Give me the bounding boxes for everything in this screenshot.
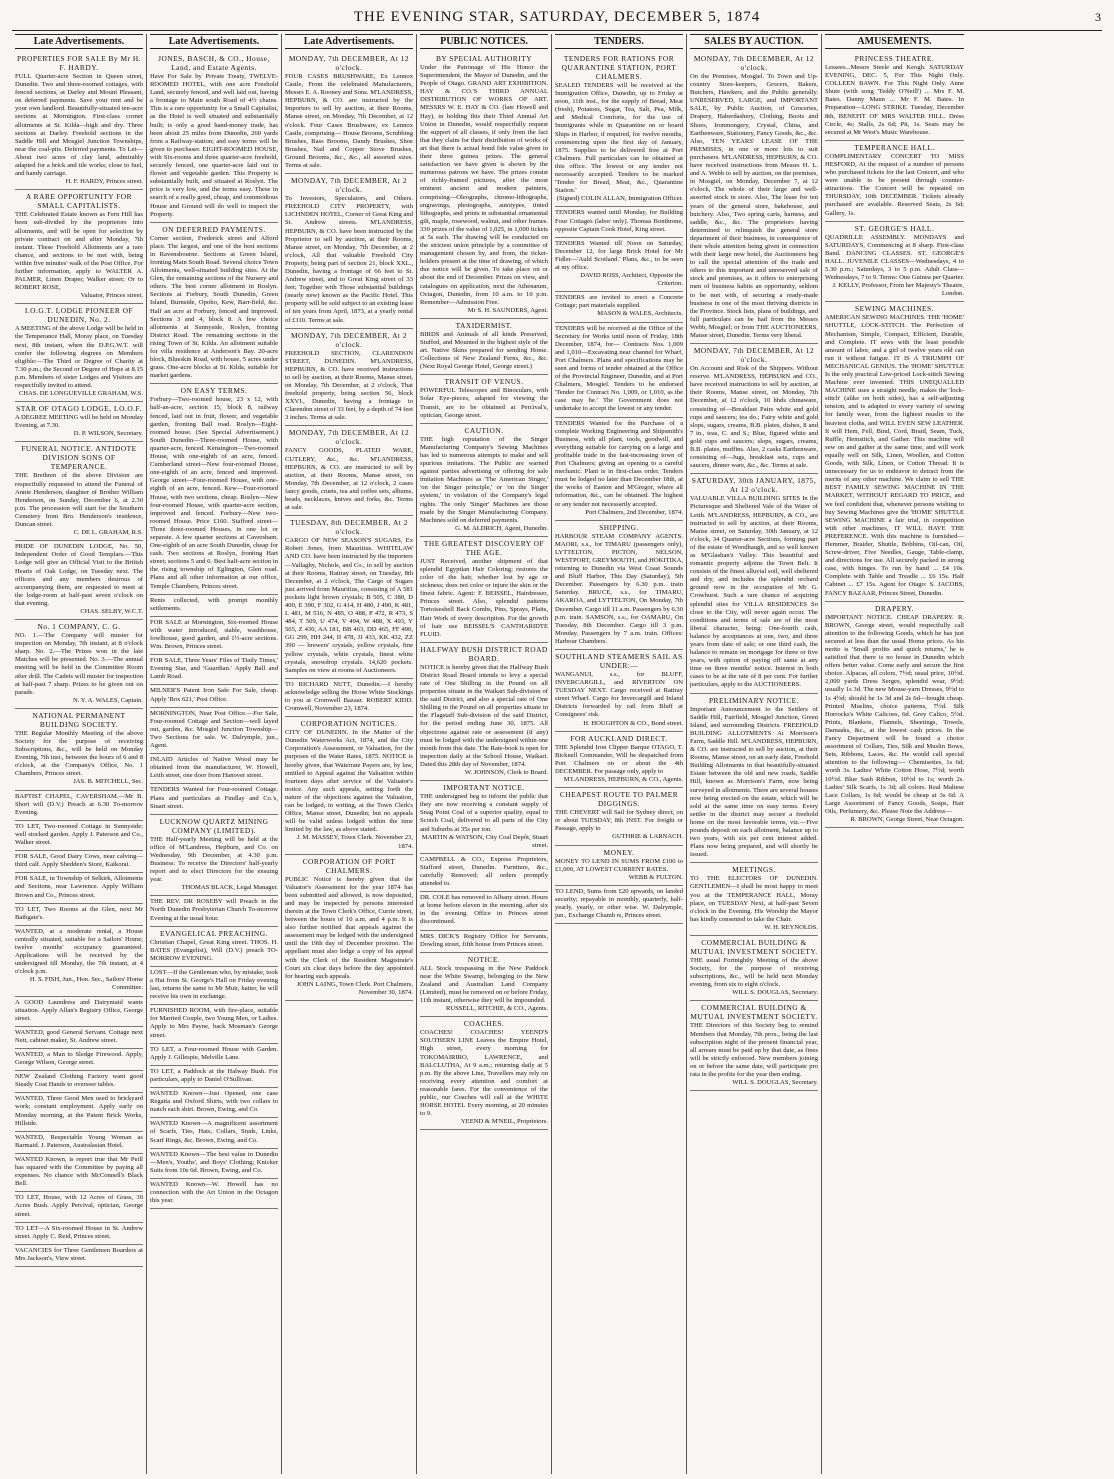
- advertisement-body: A GOOD Laundress and Dairymaid wants situation. Apply Allan's Registry Office, George street.: [15, 998, 143, 1022]
- advertisement-heading: PRELIMINARY NOTICE.: [708, 695, 800, 705]
- advertisement-body: JUST Received, another shipment of that splendid Egyptian Hair Coloring; restores the color of the hair, whether lost by age or sickness; does not color or injure the skin or the finest fabric. Agent: F. BEISSEL, Hairdresser, Princes street. Also, splendid patterns Tortoiseshell Back Combs, Pins, Sprays, Plaits, Hair Work of every description. For the growth of hair use BEISSEL'S CANTHARIDTE FLUID.: [420, 557, 548, 638]
- advertisement: [555, 521, 683, 650]
- advertisement: [285, 717, 413, 854]
- advertisement-heading: MONDAY, 7th DECEMBER, At 12 o'clock.: [693, 54, 815, 72]
- advertisement: [15, 1049, 143, 1071]
- advertisement: [15, 190, 143, 304]
- advertisement: [150, 1044, 278, 1066]
- advertisement-signature: G. M. ALDRICH, Agent, Dunedin.: [455, 524, 548, 532]
- column-heading: AMUSEMENTS.: [825, 34, 964, 49]
- advertisement-body: VALUABLE VILLA BUILDING SITES In the Picturesque and Sheltered Vale of the Water of Leith. M'LANDRESS, HEPBURN, & CO., are instructed to sell by auction, at their Rooms, Manse street, on Saturday, 30th January, at 12 o'clock, 34 Quarter-acre Sections, forming part of the estate of Woodhaugh, and so well known as M'Glashan's Valley. This beautiful and romantic property adjoins the Town Belt. It consists of the finest alluvial soil, well sheltered and dry, and includes the splendid orchard ground now in the occupation of Mr G. Crowhurst. Such a rare chance of acquiring splendid sites for VILLA RESIDENCES So close to the City, will never again occur. The conditions and terms of sale are of the most liberal character, being: One-fourth cash, balance by acceptances at one, two, and three years from date of sale; or one third cash, the balance to remain on mortgage for three or five years, with option of paying off same at any time on three months' notice. Interest in both cases to be at the rate of 8 per cent. For further particulars, apply to the AUCTIONEERS.: [690, 495, 818, 689]
- advertisement-heading: SATURDAY, 30th JANUARY, 1875, At 12 o'clock.: [691, 476, 817, 495]
- advertisement-body: DR. COLE has removed to Albany street. Hours at home before eleven in the morning, after six in the evening. Office in Princes street discontinued.: [420, 894, 548, 926]
- advertisement-signature: H. HOUGHTON & CO., Bond street.: [583, 719, 683, 727]
- advertisement-body: WANTED Known, is report true that Mr Peill has squared with the Committee by paying all expenses. No chance with McConnell's Black Bell.: [15, 1155, 143, 1188]
- advertisement-signature: J. M. MASSEY, Town Clerk. November 23, 1874.: [296, 834, 413, 850]
- masthead: [12, 6, 1102, 31]
- advertisement: [150, 595, 278, 617]
- advertisement-signature: R. BROWN, George Street, Near Octagon.: [850, 815, 964, 823]
- advertisement-body: INLAID Articles of Native Wood may be obtained from the manufacturer, W. Howell, Leith street, one door from Hanover street.: [150, 756, 278, 780]
- advertisement: [555, 788, 683, 845]
- advertisement-body: A DEGREE MEETING will be held on Monday Evening, at 7.30.: [15, 414, 144, 430]
- advertisement-heading: EVANGELICAL PREACHING.: [160, 928, 268, 938]
- advertisement-body: NEW Zealand Clothing Factory want good Steady Coat Hands to overseer tables.: [15, 1073, 143, 1089]
- advertisement-heading: LUCKNOW QUARTZ MINING COMPANY (LIMITED).: [159, 816, 269, 835]
- advertisement: [150, 1118, 278, 1148]
- advertisement: [555, 207, 683, 237]
- advertisement-signature: Valuator, Princes street.: [80, 292, 143, 300]
- advertisement: [825, 602, 964, 828]
- advertisement: [15, 541, 143, 620]
- advertisement-body: FULL Quarter-acre Section in Queen street, Dunedin. Two and three-roomed cottages, with fenced sections, at Darley and Mount Pleasant, on deferred payments. Save your rent and be your own landlord. Beautifully-situated ten-acre sections at Mornington. First-class corner allotments at St. Kilda—high and dry. Three sections at Darley. Freehold sections in the Saddle Hill and Mosgiel Junction Townships, near the coal-pits. Deferred payments. To Let—About two acres of clay land, admirably adapted for a brick and tile works; close to fuel, and handy carriage.: [15, 73, 143, 178]
- advertisement-body: NO. 1.—The Company will muster for inspection on Monday, 7th instant, at 8 o'clock sharp. No. 2.—The Prizes won in the late Matches will be presented. No. 3.—The annual meeting will be held in the Committee Room after drill. The Cadets will muster for inspection at half-past 7 sharp. Prizes to be given out on parade.: [15, 632, 143, 696]
- advertisement: [15, 402, 143, 442]
- column-heading: Late Advertisements.: [285, 34, 413, 49]
- advertisement: [15, 821, 143, 851]
- advertisement: [420, 781, 548, 854]
- advertisement-signature: W. JOHNSON, Clerk to Board.: [464, 769, 548, 777]
- advertisement-body: THE usual Fortnightly Meeting of the above Society, for the purpose of receiving subscriptions, &c., will be held next Monday evening, from six to eight o'clock.: [690, 957, 818, 989]
- advertisement-body: PUBLIC Notice is hereby given that the Valuator's Assessment for the year 1874 has been submitted and allowed, is now deposited, and may be inspected by persons interested therein at the Town Clerk's Office, Currie street, between the hours of 10 a.m. and 4 p.m. It is also further notified that appeals against the assessment may be lodged with the undersigned until the 19th day of December proximo. The appellant must also lodge a copy of his appeal with the Clerk of the Resident Magistrate's Court six clear days before the day appointed for hearing such appeals.: [285, 875, 413, 980]
- advertisement-signature: WILL S. DOUGLAS, Secretary.: [732, 1079, 818, 1087]
- advertisement-heading: CORPORATION NOTICES.: [300, 719, 398, 729]
- advertisement: [825, 222, 964, 303]
- advertisement-body: WANTED Known—W. Howell has no connection with the Art Union in the Octagon this year.: [150, 1180, 278, 1205]
- advertisement: [420, 892, 548, 930]
- advertisement: [15, 52, 143, 190]
- advertisement-body: WANGANUI, s.s., for BLUFF, INVERCARGILL, and RIVERTON ON TUESDAY NEXT. Cargo received at Rattray street Wharf. Cargo for Invercargill and Inland Districts forwarded by rail from Bluff at Consignees' risk.: [555, 671, 683, 719]
- advertisement: [555, 846, 683, 886]
- advertisement: [150, 223, 278, 385]
- column-heading: Late Advertisements.: [15, 34, 143, 49]
- advertisement: [150, 617, 278, 655]
- advertisement-body: Under the Patronage of His Honor the Superintendent, the Mayor of Dunedin, and the People of Otago. GRAND ART EXHIBITION. HAY & CO.'S THIRD ANNUAL DISTRIBUTION OF WORKS OF ART. MESSRS W. E. HAY & CO. (late Howell and Hay), in holding this their Third Annual Art Union in Dunedin, would respectfully request the support of all classes, if only from the fact that they claim for their distribution of works of art that there is actual bond fide value given in their three guinea prizes. The general satisfaction we have given is shown by the numerous patrons we have. The prizes consist of richly-framed pictures, after the most eminent ancient and modern painters, comprising—Oleographs, chromo-lithographs, engravings, photographs, autotypes, tinted lithographs, and prints in substantial ornamental gilt, maple, rosewood, walnut, and other frames. 330 prizes of the value of 1,025, in 1,000 tickets at 5s each. The drawing will be conducted on the strictest union principle by a committee of management chosen by, and from, the ticket-holders present at the time of drawing, of which due notice will be given. To take place on or about the end of December. Prizes on view, and catalogues on application, next the Athenæum, Octagon, Dunedin, from 10 a.m. to 10 p.m. Remember—Admission Free.: [420, 64, 548, 306]
- advertisement-body: WANTED, good General Servant. Cottage next Nett, cabinet maker, St. Andrew street.: [15, 1028, 143, 1044]
- advertisement-body: WANTED, Three Good Men used to brickyard work; constant employment. Apply early on Monday morning, at the Patent Brick Works, Hillside.: [15, 1095, 143, 1127]
- advertisement-signature: RUSSELL, RITCHIE, & CO., Agents.: [445, 1005, 548, 1013]
- advertisement-heading: ON EASY TERMS.: [180, 386, 248, 396]
- advertisement-body: TO RICHARD NUTT, Dunedin.—I hereby acknowledge selling the Horse White Stockings to you at Cromwell Bazaar. ROBERT KIDD. Cromwell, November 23, 1874.: [285, 680, 413, 713]
- column-1: [12, 34, 147, 1474]
- advertisement-signature: JAS. B. MITCHELL, Sec.: [73, 778, 143, 786]
- advertisement-heading: MONDAY, 7th DECEMBER, At 12 o'clock.: [693, 346, 815, 365]
- advertisement-body: VACANCIES for Three Gentlemen Boarders at Mrs Jackson's, View street.: [15, 1246, 143, 1262]
- advertisement: [150, 384, 278, 594]
- advertisement-heading: A RARE OPPORTUNITY FOR SMALL CAPITALISTS.: [25, 192, 133, 211]
- advertisement-body: Christian Chapel, Great King street. THOS. H. BATES (Evangelist), Will (D.V.) preach TO-MORROW EVENING.: [150, 938, 278, 962]
- advertisement-heading: COMMERCIAL BUILDING & MUTUAL INVESTMENT SOCIETY.: [690, 938, 818, 956]
- advertisement-heading: FOR AUCKLAND DIRECT.: [570, 733, 668, 743]
- advertisement-body: NOTICE is hereby given that the Halfway Bush District Road Board intends to levy a special rate of One Shilling in the Pound on all properties situate in the Waikari Sub-division of the said District, and also a special rate of One Shilling in the Pound on all properties situate in the Flagstaff Sub-division of the said District, for the period ending June 30, 1875. All objections against rate or assessment (if any) must be lodged with the undersigned within one month from this date. The Rate-book is open for inspection daily at the School House, Waikari. Dated this 28th day of November, 1874.: [420, 663, 548, 768]
- advertisement-heading: No. 1 COMPANY, C. G.: [37, 622, 121, 632]
- advertisement: [15, 709, 143, 791]
- advertisement-signature: MARTIN & WATSON, City Coal Depôt, Stuart street.: [421, 833, 548, 849]
- advertisement-heading: IMPORTANT NOTICE.: [443, 783, 525, 793]
- advertisement-signature: WILL S. DOUGLAS, Secretary.: [732, 989, 818, 997]
- advertisement: [420, 375, 548, 423]
- advertisement: [15, 620, 143, 709]
- advertisement-heading: SEWING MACHINES.: [854, 304, 935, 314]
- advertisement: [150, 655, 278, 685]
- advertisement: [150, 784, 278, 814]
- advertisement: [555, 323, 683, 418]
- advertisement-heading: ON DEFERRED PAYMENTS.: [162, 224, 266, 234]
- advertisement-signature: W. H. REYNOLDS.: [764, 923, 818, 931]
- advertisement-heading: COMMERCIAL BUILDING & MUTUAL INVESTMENT SOCIETY.: [690, 1003, 818, 1022]
- advertisement: [420, 537, 548, 643]
- advertisement-signature: Port Chalmers, 2nd December, 1874.: [585, 508, 683, 516]
- advertisement: [690, 863, 818, 936]
- advertisement-signature: THOMAS BLACK, Legal Manager.: [181, 884, 278, 892]
- advertisement-heading: COACHES.: [463, 1019, 505, 1029]
- advertisement-body: THE Directors of this Society beg to remind Members that Monday, 7th prox., being the last subscription night of the present financial year, all arrears must be paid up by that date, as fines will be strictly enforced. New members joining on or before the same date, will participate pro rata in the profits for the year then ending.: [690, 1022, 818, 1079]
- advertisement-signature: WEBB & FULTON.: [628, 873, 683, 881]
- column-3: [282, 34, 417, 1474]
- advertisement-heading: CAUTION.: [464, 425, 504, 435]
- advertisement-body: TENDERS are invited to erect a Concrete Cottage; part materials supplied.: [555, 294, 683, 310]
- column-5: [552, 34, 687, 1474]
- advertisement-body: TO LET, Two-roomed Cottage in Sunnyside; well stocked garden. Apply J. Paterson and Co., Walker street.: [15, 822, 143, 847]
- advertisement: [555, 418, 683, 521]
- advertisement-signature: J. KELLY, Professor, From her Majesty's Theatre, London.: [832, 282, 964, 298]
- advertisement-heading: MONDAY, 7th DECEMBER, At 12 o'clock.: [288, 54, 410, 72]
- columns: [12, 34, 1102, 1474]
- advertisement-heading: CHEAPEST ROUTE TO PALMER DIGGINGS.: [559, 790, 679, 809]
- advertisement-heading: DRAPERY.: [875, 603, 914, 613]
- advertisement: [690, 52, 818, 344]
- advertisement-body: MONEY TO LEND IN SUMS FROM £100 to £1,000, AT LOWEST CURRENT RATES.: [555, 857, 683, 873]
- advertisement: [150, 967, 278, 1005]
- advertisement-heading: TEMPERANCE HALL.: [854, 142, 935, 152]
- advertisement: [15, 1093, 143, 1131]
- advertisement: [15, 904, 143, 926]
- advertisement-body: IMPORTANT NOTICE. CHEAP DRAPERY. R. BROWN, George street, would respectfully call attention to the following Goods, which he has just secured at less than the usual Home prices. As his motto is 'Small profits and quick returns,' he is satisfied that there is no house in Dunedin which offers better value. Come early and secure the first choice. Alpacas, all colors, 7½d; usual price, 10½d. 2,000 yards Dress Serges, splendid wear, 9½d; usually 1s 3d. The new Mouse-yarn Dresses, 9½d to 1s 4½d; should be 1s 3d and 2s 6d—bought cheap. Printed Muslins, choice patterns, 7½d. Silk Horrocks's White Calicoes, 6d. Grey Calico, 5½d. Prints, Blankets, Flannels, Sheetings, Towels, Damasks, &c., at the lowest cash prices. In the Fancy Department will be found a choice assortment of Collars, Ties, Silk and Muslin Bows, Sets, Ribbons, Laces, &c. He would call special attention to the following:— Chemisettes, 1s 6d; worth 3s. Ladies' White Cotton Hose, 7½d; worth 10½d. Blue Sash Ribbon, 10½d to 1s; worth 2s. Ladies' Silk Scarfs, 1s 3d; all colors. Real Maltese Lace Collars, 1s 6d; would be cheap at 3s 6d. A Large Assortment of Fancy Goods, Soaps, Hair Oils, Perfumery, &c. Please Note the Address—: [825, 613, 964, 815]
- advertisement: [15, 873, 143, 903]
- advertisement-body: THE Brethren of the above Division are respectfully requested to attend the Funeral of Annie Henderson, daughter of Brother William Henderson, on Sunday, December 6, at 2.30 p.m. The procession will start for the Southern Cemetery from Bro. Henderson's residence, Duncan street.: [15, 472, 143, 529]
- column-2: [147, 34, 282, 1474]
- advertisement-heading: MONEY.: [603, 847, 635, 857]
- advertisement-body: FOR SALE at Mornington, Six-roomed House with water introduced, stable, washhouse, fowlhouse, good garden, and 1½-acre sections. Wm. Brown, Princes street.: [150, 618, 278, 651]
- advertisement-body: COACHES! COACHES! YEEND'S SOUTHERN LINE Leaves the Empire Hotel, High street, every morning for TOKOMAIRIRO, LAWRENCE, and BALCLUTHA, At 9 a.m.; returning daily at 5 p.m. By the above Line, Travellers may rely on receiving every attention and comfort at reasonable fares. For the convenience of the public, our Coaches will call at the WHITE HORSE HOTEL Every morning, at 20 minutes to 9.: [420, 1029, 548, 1118]
- advertisement-signature: C. DE L. GRAHAM, R.S.: [73, 529, 143, 537]
- advertisement-signature: GUTHRIE & LARNACH.: [612, 833, 683, 841]
- advertisement-body: FURNISHED ROOM, with fire-place, suitable for Married Couple, two Young Men, or Ladies. Apply to Mrs Payne, back Mosman's George street.: [150, 1007, 278, 1039]
- advertisement-body: TO LET, House, with 12 Acres of Grass, 30 Acres Bush. Apply Percival, optician, George street.: [15, 1194, 143, 1218]
- advertisement-body: TENDERS Wanted for the Purchase of a complete Working Engineering and Shipsmith's Business, with all plant, tools, goodwill, and everything suitable for carrying on a large and profitable trade in the fast-increasing town of Port Chalmers; giving an opening to a careful mechanic. Plant is in first-class order. Tenders must be lodged no later than December 18th, at the works of Easton and M'Gregor, where all information, &c., can be obtained. The highest or any tender not necessarily accepted.: [555, 419, 683, 508]
- advertisement: [420, 931, 548, 953]
- advertisement: [15, 851, 143, 873]
- advertisement-body: FOR SALE, Three Years' Files of 'Daily Times,' Evening Star, and 'Guardian.' Apply Ball and Lamb Road.: [150, 657, 278, 681]
- advertisement: [15, 1132, 143, 1154]
- advertisement-body: TENDERS Wanted for Four-roomed Cottage. Plans and particulars at Findlay and Co.'s, Stuart street.: [150, 786, 278, 810]
- advertisement-body: MILNER'S Patent Iron Safe For Sale, cheap. Apply 'Box 621,' Post Office.: [150, 687, 278, 703]
- advertisement: [15, 1245, 143, 1267]
- advertisement: [555, 238, 683, 293]
- advertisement: [420, 424, 548, 537]
- advertisement: [285, 855, 413, 1001]
- advertisement: [150, 52, 278, 223]
- advertisement-body: QUADRILLE ASSEMBLY. MONDAYS and SATURDAYS, Commencing at 8 sharp. First-class Band. DANCING CLASSES. ST. GEORGE'S HALL. JUVENILE CLASSES—Wednesdays, 4 to 5.30 p.m.; Saturdays, 3 to 5 p.m. Adult Class—Wednesdays, 7 to 9. Terms: One Guinea per Quarter.: [825, 233, 964, 282]
- advertisement-signature: M'LANDRESS, HEPBURN, & CO., Agents.: [563, 776, 683, 784]
- advertisement-heading: CORPORATION OF PORT CHALMERS.: [302, 856, 396, 875]
- advertisement-body: COMPLIMENTARY CONCERT TO MISS HESFORD, At the request of a number of persons who purchased tickets for the last Concert, and who were unable to be present through counter-attractions. The Concert will be repeated on THURSDAY, 10th DECEMBER. Tickets already purchased are available. Reserved Seats, 2s 6d; Gallery, 1s.: [825, 152, 964, 217]
- column-heading: Late Advertisements.: [150, 34, 278, 49]
- page-number: 3: [1095, 10, 1102, 24]
- advertisement: [15, 1154, 143, 1192]
- advertisement-body: WANTED Known—A magnificent assortment of Scarfs, Ties, Hats, Collars, Studs, Links, Scarf Rings, &c. Brown, Ewing, and Co.: [150, 1120, 278, 1144]
- advertisement: [555, 292, 683, 322]
- advertisement: [150, 1088, 278, 1118]
- column-7: [822, 34, 967, 1474]
- advertisement-heading: NOTICE.: [467, 954, 501, 964]
- advertisement-body: ALL Stock trespassing in the New Paddock near the White Swamp, belonging to the New Zealand and Australian Land Company (Limited), must be removed on or before Friday, 11th instant, otherwise they will be impounded.: [420, 964, 548, 1005]
- column-heading: PUBLIC NOTICES.: [420, 34, 548, 49]
- advertisement-heading: MONDAY, 7th DECEMBER, At 12 o'clock.: [288, 428, 410, 447]
- advertisement-heading: MEETINGS.: [732, 865, 776, 875]
- advertisement: [150, 1066, 278, 1088]
- advertisement-heading: TUESDAY, 8th DECEMBER. At 2 o'clock.: [290, 518, 408, 537]
- advertisement-body: TO LEND, Sums from £20 upwards, on landed security; repayable in monthly, quarterly, half-yearly, yearly, or other wise. W. Dalrymple, jun., Exchange Chamb rs, Princes street.: [555, 887, 683, 920]
- advertisement-body: Have For Sale by Private Treaty, TWELVE-ROOMED HOTEL, with one acre Freehold Land, securely fenced, and well laid out, having a frontage to Main south Road of 4½ chains. This is a rare opportunity for a Small Capitalist, as the Hotel is well situated and substantially built; is only a good hand-money trade, has been about 25 miles from Dunedin, 260 yards from a Railway-station; and easy terms will be given to purchaser. EIGHT-ROOMED HOUSE, with Six-rooms and three quarter-acre freehold, securely fenced, one quarter-acre laid out in flower and vegetable garden. This Property is substantially built, and situated at Roslyn. The price is very low, and the terms easy. These in search of a really good, cheap, and commodious House and Ground will do well to inspect the Property.: [150, 73, 278, 218]
- advertisement-body: On the Premises, Mosgiel. To Town and Up-country Store-keepers, Grocers, Bakers, Butchers, Hawkers, and the Public generally. UNRESERVED, LARGE, and IMPORTANT SALE, by Public Auction, of Groceries, Drapery, Haberdashery, Clothing, Boots and Shoes, Ironmongery, Crystal, China, and Earthenware, Stationery, Fancy Goods, &c., &c. Also, TEN YEARS' LEASE OF THE PREMISES, in one or more lots to suit purchasers. M'LANDRESS, HEPBURN, & CO. have received instructions from Messrs H. L. and A. Webb to sell by auction, on the premises, in Mosgiel, on Monday, December 7, at 12 o'clock, The whole of their large and well-assorted stock in store. Also, The lease for ten years of the general store, bakehouse, and butchery. Also, Two spring carts, harness, and saddle, &c., &c. The proprietors having determined to relinquish the general store department of their business, in consequence of their whole attention being given in connection with their large new hotel, the Auctioneers beg to call the special attention of the trade and others to this important and unreserved sale of stock and premises, as it offers to enterprising men of business habits an opportunity, seldom to be met with, of securing a ready-made business in one of the most thriving districts in the Province. Stock lists, plans of buildings, and full particulars can be had from the Messrs Webb, Mosgiel; or from THE AUCTIONEERS, Manse street, Dunedin. Terms very liberal.: [690, 73, 818, 339]
- advertisement-body: SEALED TENDERS will be received at the Immigration Office, Dunedin, up to Friday at noon, 11th inst., for the supply of Bread, Meat (fresh), Potatoes, Sugar, Tea, Salt, Pea, Milk, and Medical Comforts, for the use of Immigrants while in Quarantine on or board Ships in Harbor, if required, for twelve months, commencing upon the first day of January, 1875. Supplies to be delivered free at Port Chalmers. Full particulars can be obtained at this office. The lowest or any tender not necessarily accepted. Tenders to be marked 'Tender for Bread, Meat, &c., Quarantine Station.': [555, 82, 683, 195]
- advertisement: [690, 344, 818, 474]
- advertisement: [285, 426, 413, 516]
- advertisement-heading: JONES, BASCH, & CO., House, Land, and Estate Agents.: [158, 54, 270, 72]
- advertisement-body: FANCY GOODS, PLATED WARE, CUTLERY, &c., &c. M'LANDRESS, HEPBURN, & CO. are instructed to sell by auction, at their Rooms, Manse street, on Monday, 7th December, at 12 o'clock, 2 cases fancy goods, cruets, tea and coffee sets, albums, beads, necklaces, knives and forks, &c. Terms at sale.: [285, 447, 413, 512]
- advertisement: [150, 754, 278, 784]
- advertisement-body: WANTED, Respectable Young Woman as Barmaid. J. Paterson, Australasian Hotel.: [15, 1133, 143, 1149]
- advertisement-body: THE CHEVERT will Sail for Sydney direct, on or about TUESDAY, 8th INST. For freight or Passage, apply to: [555, 809, 683, 833]
- advertisement: [150, 927, 278, 967]
- advertisement-signature: D. P. WILSON, Secretary.: [73, 430, 143, 438]
- advertisement-body: WANTED, at a moderate rental, a House centrally situated, suitable for a Sailors' Home; twelve months' occupancy guaranteed. Applications will be received by the undersigned till Monday, the 7th instant, at 4 o'clock p.m.: [15, 927, 143, 976]
- advertisement-body: THE Regular Monthly Meeting of the above Society for the purpose of receiving Subscriptions, &c., will be held on Monday Evening, 7th inst., between the hours of 6 and 8 o'clock, at the Company's Office, No. 1 Chambers, Princes street.: [15, 729, 143, 778]
- advertisement-body: TO THE ELECTORS OF DUNEDIN. GENTLEMEN—I shall be most happy to meet you at the TEMPERANCE HALL, Moray place, on TUESDAY Next, at half-past Seven o'clock in the Evening. His Worship the Mayor has kindly consented to take the Chair.: [690, 875, 818, 923]
- advertisement: [555, 732, 683, 788]
- advertisement: [15, 1223, 143, 1245]
- column-heading: SALES BY AUCTION.: [690, 34, 818, 49]
- advertisement-heading: THE GREATEST DISCOVERY OF THE AGE.: [423, 538, 545, 557]
- advertisement-signature: H. F. HARDY, Princes street.: [65, 178, 143, 186]
- advertisement-heading: I.O.G.T. LODGE PIONEER OF DUNEDIN, No. 2.: [24, 306, 134, 325]
- advertisement: [555, 886, 683, 924]
- advertisement: [825, 302, 964, 601]
- advertisement: [285, 516, 413, 679]
- advertisement-body: To Investors, Speculators, and Others. FREEHOLD CITY PROPERTY, with LICHNDEN HOTEL, Corner of Great King and St. Andrew streets. M'LANDRESS, HEPBURN, & CO. have been instructed by the Proprietor to sell by auction, at their Rooms, Manse street, on Monday, 7th December, at 2 o'clock, All that valuable Freehold City Property, being part of section 21, block XXL., Dunedin, having a frontage of 66 feet to St. Andrew street, and to Great King street of 33 feet; Together with Those substantial buildings (nearly new) known as the Pacific Hotel. This property will be sold subject to an existing lease of ten years from April, 1873, at a yearly rental of £110. Terms at sale.: [285, 195, 413, 324]
- advertisement-heading: SHIPPING.: [599, 522, 639, 532]
- advertisement-body: AMERICAN SEWING MACHINES. THE 'HOME' SHUTTLE, LOCK-STITCH. The Perfection of Mechanism, Simple, Compact, Efficient, Durable, and Complete. IT sews with the least possible amount of labor, and a girl of twelve years old can run it without fatigue. IT IS A TRIUMPH OF MECHANICAL GENIUS. The 'HOME' SHUTTLE Is the only practical Low-priced Lock-stitch Sewing Machine ever invented. THIS UNEQUALLED MACHINE uses a straight needle, makes the 'lock-stitch' (alike on both sides), has a self-adjusting tension, and is adapted to every variety of sewing for family wear, from the lightest muslin to the heaviest cloths, and WILL EVEN SEW LEATHER. It will Hem, Fell, Bind, Cord, Braid, Seam, Tuck, Ruffle, Hemstitch, and Gather. This machine will sew on and gather at the same time, and will work equally well on Silk, Linen, Woollen, and Cotton Goods, with Silk, Linen, or Cotton Thread. It is unnecessary for us to endeavor to detract from the merits of any other machine. We claim to sell THE BEST FAMILY SEWING MACHINE IN THE MARKET, WITHOUT REGARD TO PRICE, and we feel confident that, whenever persons wishing to buy Sewing Machines give the 'HOME' SHUTTLE SEWING MACHINE a fair trial, in competition with other machines, IT WILL HAVE THE PREFERENCE. With this machine is furnished—Hemmer, Braider, Shuttle, Bobbins, Oil-can, Oil, Screw-driver, Five Needles, Gauge, Table-clamp, and directions for use. All securely packed in strong case, with hinges. To run by hand ... £4 10s. Complete with Table and Treadle ... £6 15s. Half Cabinet ... £7 15s. Agent for Otago: S. JACOBS, FANCY BAZAAR, Princes Street, Dunedin.: [825, 314, 964, 597]
- advertisement: [15, 926, 143, 997]
- advertisement: [150, 1149, 278, 1179]
- advertisement-heading: TENDERS FOR RATIONS FOR QUARANTINE STATION, PORT CHALMERS.: [561, 54, 677, 81]
- advertisement-body: Important Announcement to the Settlers of Saddle Hill, Fairfield, Mosgiel Junction, Green Island, and surrounding Districts. FREEHOLD BUILDING ALLOTMENTS At Morrison's Farm, Saddle Hill. M'LANDRESS, HEPBURN, & CO. are instructed to sell by auction, at their Rooms, Manse street, on an early date, Freehold Building Allotments in that beautifully-situated Estate between the old and new roads, Saddle Hill, known as Morrison's Farm, now being surveyed in allotments. There are several houses now being erected on the estate, which will be sold at the same time on easy terms. Every settler in the district may secure a freehold home on the most favorable terms, viz.—Five pounds deposit on each allotment, balance up to two years, with six per cent interest added. Plans now being prepared, and will shortly be issued.: [690, 705, 818, 859]
- advertisement: [285, 679, 413, 717]
- advertisement-body: FOUR CASES BRUSHWARE, Ex Lennox Castle, From the celebrated Manufacturers, Messrs E. A. Rooney and Sons. M'LANDRESS, HEPBURN, & CO. are instructed by the Importers to sell by auction, at their Rooms, Manse street, on Monday, 7th December, at 12 o'clock. Four Cases Brushware, ex Lennox Castle, comprising— House Brooms, Scrubbing Brushes, Bass Brooms, Dandy Brushes, Shoe Brushes, Nail and Copper Stove Brushes, Ground Brooms, &c., &c., all assorted sizes. Terms at sale.: [285, 73, 413, 170]
- advertisement-body: A MEETING of the above Lodge will be held in the Temperance Hall, Moray place, on Tuesday next, 8th instant, when the D.P.G.W.T. will confer the following degrees on Members eligible:—The Third or Degree of Charity at 7.30 p.m.; the Second or Degree of Hope at 8.15 p.m. Members of sister Lodges and Visitors are respectfully invited to attend.: [15, 325, 143, 389]
- advertisement-body: HARBOUR STEAM COMPANY AGENTS. MAORI, s.s., for TIMARU (passengers only), LYTTELTON, PICTON, NELSON, WESTPORT, GREYMOUTH, and HOKITIKA, returning to Dunedin via West Coast Sounds and Bluff Harbor, This Day (Saturday), 5th December. Passengers by 6.30 p.m. train Saturday. BRUCE, s.s., for TIMARU, AKAROA, and LYTTELTON, On Monday, 7th December. Cargo till 11 a.m. Passengers by 6.30 p.m. train. SAMSON, s.s., for OAMARU, On Tuesday, 8th December. Cargo till 3 p.m. Monday. Passengers by 7 a.m. train. Offices: Harbour Chambers.: [555, 532, 684, 645]
- advertisement-body: WANTED, a Man to Sledge Firewood. Apply, George Wilson, George street.: [15, 1051, 143, 1067]
- advertisement: [555, 52, 683, 207]
- advertisement-body: Corner section, Frederick street and Alford place. The largest, and one of the best sections in Ravensbourne. Sections at Green Island, fronting Main South Road. Several choice Town Allotments, well-situated building sites. At the Glen, the remaining sections of the Nursery and others. The best corner allotment in Roslyn. Sections at Forbury, South Dunedin, Green Island, Burnside, Opoho, Kew, Barr-field, &c. Half an acre at Forbury, fenced and improved. Sections 3 and 4, block 8. A few choice allotments at Sunnyside, Roslyn, fronting District Road. The remaining sections in the rising Town of St. Kilda. An allotment suitable for villa residence at Anderson's Bay. 20-acre block, Blueskin Road, with house, 5 acres under grass. One-acre blocks at St. Kilda, suitable for market gardens.: [150, 234, 278, 380]
- advertisement-body: MORNINGTON, Near Post Office.—For Sale, Four-roomed Cottage and Section—well layed out, garden, &c. Mosgiel Junction Township—Two Sections for sale. W. Dalrymple, jun., Agent.: [150, 709, 278, 750]
- advertisement: [285, 174, 413, 329]
- advertisement-body: TO LET, a Four-roomed House with Garden. Apply J. Gillespie, Melville Lane.: [150, 1045, 278, 1061]
- advertisement-heading: STAR OF OTAGO LODGE, I.O.O.F.: [16, 404, 142, 414]
- advertisement-body: TO LET, Two Rooms at the Glen, next Mr Bathgate's.: [15, 905, 143, 921]
- advertisement-body: POWERFUL Telescopes and Binoculars, with Solar Eye-pieces, adapted for viewing the Transit, are to be obtained at Percival's, optician, George street.: [420, 387, 548, 419]
- advertisement-body: CITY OF DUNEDIN. In the Matter of the Dunedin Waterworks Act, 1874, and the City Corporation's Assessment, or Valuation, for the purposes of the Water Rates, 1875. NOTICE is hereby given, that Waterrate Payers are, by law, entitled to Appeal against the Valuation within fourteen days after service of the Valuator's notice. Any such appeals, setting forth the nature of the objections against the Valuation, can be lodged, in writing, at the Town Clerk's Office, Manse street, Dunedin; but no appeals will be valid unless lodged within the time limited by the law, as above stated.: [285, 729, 413, 834]
- advertisement-body: LOST—If the Gentleman who, by mistake, took a Hat from St. George's Hall on Friday evening last, returns the same to Mr Muir, hatter, he will receive his own in exchange.: [150, 968, 278, 1001]
- advertisement-signature: Mr S. H. SAUNDERS, Agent.: [467, 306, 548, 314]
- advertisement-body: On Account and Risk of the Shippers. Without reserve. M'LANDRESS, HEPBURN and CO., have received instructions to sell by auction, at their Rooms, Manse street, on Monday, 7th December, at 12 o'clock, 10 hhds chinaware, consisting of—Breakfast Pairs white and gold cups and saucers; tea do.; Fairy white and gold slops, sugars, creams, B.B. plates, dishes, 8 and 7 in., teas, C. and S.; Blue, figured white and gold cups and saucers; slops, sugars, creams, B.B. plates, muffins. Also, 2 casks Earthenware, consisting of—Jugs, breakfast sets, cups and saucers, dinner ware, &c., &c. Terms at sale.: [690, 365, 818, 470]
- advertisement-body: TENDERS will be received at the Office of the Secretary for Works until noon of Friday, 18th December, 1874, for— Contracts Nos. 1,009 and 1,010—Excavating near channel for Wharf, Port Chalmers. Plans and specifications may be seen and forms of tender obtained at the Office of the Provincial Engineer, Dunedin, and at Port Chalmers, Mosgiel. Tenders to be endorsed 'Tender for Contract No. 1,009, or 1,010, as the case may be.' The Government does not undertake to accept the lowest or any tender.: [555, 324, 683, 413]
- advertisement-signature: CHAS. SELBY, W.C.T.: [80, 607, 143, 615]
- advertisement-body: FREEHOLD SECTION, CLARENDON STREET, DUNEDIN. M'LANDRESS, HEPBURN, & CO. have received instructions to sell by auction, at their Rooms, Manse street, on Monday, 7th December, at 2 o'clock, That freehold property, being section 56, block XXVI., Dunedin, having a frontage to Clarendon street of 33 feet, by a depth of 74 feet 3 inches. Terms at sale.: [285, 349, 413, 422]
- advertisement-body: CAMPBELL & CO., Express Proprietors, Stafford street, Dunedin. Furniture, &c., carefully Removed; all orders promptly attended to.: [420, 855, 548, 888]
- advertisement-body: FOR SALE, Good Dairy Cows, near calving—third calf. Apply Shedden's Store, Kaikorai.: [15, 853, 143, 869]
- advertisement: [150, 1005, 278, 1043]
- advertisement-signature: DAVID ROSS, Architect, Opposite the Criterion.: [580, 272, 683, 288]
- advertisement: [15, 1071, 143, 1093]
- advertisement-signature: CHAS. DE LONGUEVILLE GRAHAM, W.S.: [18, 390, 143, 398]
- advertisement-signature: (Signed) COLIN ALLAN, Immigration Officer.: [556, 195, 683, 203]
- advertisement: [420, 854, 548, 892]
- advertisement: [285, 329, 413, 427]
- advertisement-body: Forbury—Two-roomed house, 23 x 12, with half-an-acre, section 15, block 8, railway fenced, laid out in fruit, flower, and vegetable garden, fronting Ball road. Roslyn—Eight-roomed house. (See Special Advertisement.) South Dunedin—Three-roomed House, with quarter-acre, fenced. Kensington—Two-roomed House, with one-eighth of an acre, fenced. Cumberland street—New four-roomed House, one-eighth of an acre, fenced and improved. George street—Four-roomed House, with one-eighth of an acre, fenced. Kew—Four-roomed House, with two sections, cheap. Roslyn—New four-roomed House, with quarter-acre section, improved and fenced. Forbury—New two-roomed House. Price £160. Stafford street—Three three-roomed Houses, in one lot or separate. A few quarter sections at Caversham. One-eighth of an acre South Dunedin, cheap for cash. Two sections at Roslyn, fronting Hart street; sections 5 and 6. Best half-acre section in the rising township of Eglington, Glen road. Plans and all other information at our office, Temple Chambers, Princes street.: [150, 396, 278, 590]
- advertisement-body: WANTED Known—Just Opened, one case Regatta and Oxford Shirts, with two collars to match each shirt. Brown, Ewing, and Co.: [150, 1090, 278, 1114]
- column-6: [687, 34, 822, 1474]
- advertisement: [150, 896, 278, 926]
- advertisement: [420, 52, 548, 319]
- advertisement: [420, 1017, 548, 1130]
- advertisement-heading: NATIONAL PERMANENT BUILDING SOCIETY.: [32, 710, 126, 729]
- advertisement-heading: MONDAY, 7th DECEMBER, At 2 o'clock.: [290, 176, 408, 195]
- advertisement-signature: N. Y. A. WALES, Captain.: [72, 696, 143, 704]
- advertisement-signature: MASON & WALES, Architects.: [597, 310, 683, 318]
- advertisement: [825, 141, 964, 222]
- advertisement-body: BAPTIST CHAPEL, CAVERSHAM.—Mr B. Short will (D.V.) Preach at 6.30 To-morrow Evening.: [15, 792, 143, 816]
- masthead-title: THE EVENING STAR, SATURDAY, DECEMBER 5, 1874: [353, 9, 761, 25]
- advertisement-body: TO LET, a Paddock at the Halway Bush. For particulars, apply to Daniel O'Sullivan.: [150, 1067, 278, 1083]
- advertisement-signature: YEEND & M'NEIL, Proprietors.: [460, 1118, 548, 1126]
- advertisement-body: Rents collected, with prompt monthly settlements.: [150, 596, 278, 612]
- advertisement-signature: JOHN LAING, Town Clerk. Port Chalmers, November 30, 1874.: [296, 980, 413, 996]
- advertisement: [15, 1192, 143, 1222]
- advertisement: [150, 708, 278, 754]
- advertisement-body: THE high reputation of the Singer Manufacturing Company's Sewing Machines has led to numerous attempts to make and sell spurious imitations. The Public are warned against parties advertising or offering for sale imitation Machines as 'The American Singer,' 'on the Singer principle,' or 'on the Singer system,' in violation of the Company's legal rights. The only 'Singer' Machines are those made by the Singer Manufacturing Company. Machines sold on deferred payments.: [420, 435, 548, 524]
- advertisement-body: TO LET—A Six-roomed House in St. Andrew street. Apply C. Reid, Princes street.: [15, 1224, 143, 1240]
- advertisement-body: THE Celebrated Estate known as Fern Hill has been sub-divided by the proprietors into allotments, and will be open for selection by private contract on and after Monday, 7th instant. These Freehold Allotments are a rare chance, and sections to be met with, being within five minutes' walk of the Post Office. For further information, apply to WALTER A. PALMER, Linen Draper, Walker street; Or to ROBERT ROSE,: [15, 211, 143, 292]
- advertisement-body: MRS DICK'S Registry Office for Servants, Dowling street, fifth house from Princes street.: [420, 932, 548, 948]
- advertisement-body: TENDERS Wanted till Noon on Saturday, December 12, for large Brick Hotel for Mr Fidler—'Auld Scotland.' Plans, &c., to be seen at my office.: [555, 239, 683, 271]
- advertisement: [690, 474, 818, 693]
- advertisement-body: THE Half-yearly Meeting will be held at the office of M'Landress, Hepburn, and Co. on Wednesday, 9th December, at 4.30 p.m. Business: To receive the Directors' half-yearly report and to elect Directors for the ensuing year.: [150, 835, 278, 884]
- advertisement-heading: HALFWAY BUSH DISTRICT ROAD BOARD.: [420, 644, 548, 663]
- advertisement-body: BIRDS and Animals of all kinds Preserved, Stuffed, and Mounted in the highest style of the art. Native Skins prepared for sending Home. Collections of New Zealand Ferns, &c., &c. (Next Royal George Hotel, George street.): [420, 330, 548, 371]
- advertisement: [15, 791, 143, 821]
- advertisement-body: THE Splendid Iron Clipper Barque OTAGO, T. Bicknell Commander, Will be despatched from Port Chalmers on or about the 4th DECEMBER. For passage only, apply to: [555, 743, 683, 775]
- advertisement: [690, 1001, 818, 1091]
- advertisement: [825, 52, 964, 141]
- advertisement: [420, 953, 548, 1018]
- advertisement-heading: TRANSIT OF VENUS.: [444, 377, 524, 387]
- advertisement-body: THE undersigned beg to inform the public that they are now receiving a constant supply of Snag Point Coal of a superior quality, equal to Scotch Coal, delivered to all parts of the City and Suburbs at 35s per ton.: [420, 793, 548, 833]
- advertisement-heading: PRINCESS THEATRE.: [854, 54, 935, 63]
- advertisement-heading: BY SPECIAL AUTHORITY: [435, 54, 533, 63]
- advertisement: [420, 319, 548, 375]
- advertisement: [690, 694, 818, 864]
- advertisement-heading: FUNERAL NOTICE. ANTIDOTE DIVISION SONS OF TEMPERANCE.: [21, 444, 137, 472]
- advertisement-heading: MONDAY, 7th DECEMBER, At 2 o'clock.: [290, 330, 408, 349]
- column-4: [417, 34, 552, 1474]
- advertisement-body: CARGO OF NEW SEASON'S SUGARS, Ex Robert Jones, from Mauritius. WHITELAW AND CO. have been instructed by the importers—Vallaghy, Nichols, and Co., to sell by auction at their Rooms, Rattray street, on Tuesday, 8th December, at 2 o'clock, The Cargo of Sugars just arrived from Mauritius, consisting of A 581 pockets light brown crystals; B 505, C 380, D 400, E 390, F 302, G 414, H 480, J 490, K 481, L 481, M 516, N 485, O 488, P 472, R 473, S 484, T 509, U 474, V 494, W 488, X 493, Y 565, Z 430, AA 181, BB 463, DD 465, FF 490, GG 299, HH 244, II 478, JJ 433, KK 432, ZZ 390 — brewers' crystals, yellow crystals, fine yellow crystals, white crystals, finest white crystals, snowdrop crystals. 14,620 pockets. Samples on view at rooms of Auctioneers.: [285, 537, 413, 674]
- advertisement: [15, 1027, 143, 1049]
- advertisement-body: WANTED Known—The best value in Dunedin—Men's, Youths', and Boys' Clothing; Knicker Suits from 10s 6d. Brown, Ewing, and Co.: [150, 1150, 278, 1174]
- advertisement-body: TENDERS wanted until Monday, for Building Four Cottages (labor only). Thomas Bonthrone, opposite Captain Cook Hotel, King street.: [555, 209, 683, 233]
- advertisement: [15, 997, 143, 1027]
- column-heading: TENDERS.: [555, 34, 683, 49]
- advertisement-body: PRIDE OF DUNEDIN LODGE, No. 50, Independent Order of Good Templars.—This Lodge will give an Official Visit to the British Hearts of Oak Lodge, on Tuesday next. The officers and any members desirous of accompanying them, are requested to meet at the lodge-room at half-past seven o'clock on that evening.: [15, 543, 143, 607]
- advertisement-heading: SOUTHLAND STEAMERS SAIL AS UNDER:—: [555, 652, 683, 670]
- advertisement-heading: PROPERTIES FOR SALE By Mr H. F. HARDY.: [16, 54, 142, 72]
- advertisement-heading: TAXIDERMIST.: [455, 320, 513, 330]
- advertisement: [150, 815, 278, 897]
- advertisement: [420, 643, 548, 781]
- advertisement: [15, 304, 143, 402]
- advertisement: [150, 1179, 278, 1209]
- advertisement-body: FOR SALE, in Township of Selkirk, Allotments and Sections, near Lawrence. Apply William Brown and Co., Princes street.: [15, 875, 143, 899]
- advertisement: [15, 442, 143, 541]
- advertisement: [690, 936, 818, 1001]
- advertisement: [150, 685, 278, 707]
- advertisement-heading: ST. GEORGE'S HALL.: [854, 223, 935, 233]
- advertisement-body: THE REV. DR ROSEBY will Preach in the North Dunedin Presbyterian Church To-morrow Evening at the usual hour.: [150, 898, 278, 922]
- advertisement-body: Lessees...Messrs Steele and Keogh. SATURDAY EVENING, DEC. 5, For This Night Only. COLLEEN BAWN. For This Night Only. Anne Shute (with song 'Teddy O'Neill') ... Mrs F. M. Bates. Danny Mann ... Mr F. M. Bates. In Preparation—LONG STRIKE. Tuesday, December 8th, BENEFIT OF MRS WALTER HILL. Dress Circle, 4s; Stalls, 2s 6d; Pit, 1s. Seats may be secured at Mr West's Music Warehouse.: [825, 64, 964, 136]
- advertisement: [285, 52, 413, 174]
- advertisement-signature: H. S. FISH, Jun., Hon. Sec., Sailors' Home Committee.: [29, 976, 143, 992]
- advertisement: [555, 650, 683, 732]
